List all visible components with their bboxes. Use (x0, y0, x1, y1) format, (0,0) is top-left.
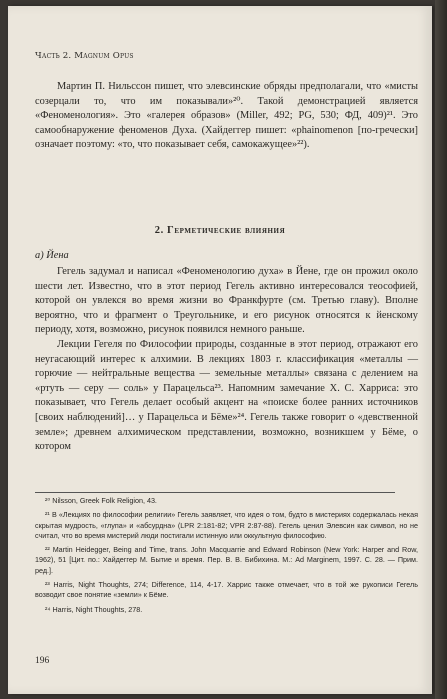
footnote: ²⁴ Harris, Night Thoughts, 278. (45, 604, 143, 614)
body-paragraph: Лекции Гегеля по Философии природы, созданные в этот период, отражают его неугасающий интерес к алхимии. В лекциях 1803 г. классификация «металлы — горючие — нейтральные вещества — земельные металлы» связана с делением на «ртуть — серу — соль» у Парацельса²³. Напомним замечание Х. С. Харриса: это показывает, что Гегель делает особый акцент на «поиске более ранних источников [своих наблюдений]… у Парацельса и Бёме»²⁴. Гегель также говорит о «девственной земле»; древнем алхимическом представлении, возможно, возникшем у Бёме, о котором (35, 338, 418, 453)
page-number: 196 (35, 656, 50, 666)
book-edge (435, 0, 447, 699)
footnote: ²³ Harris, Night Thoughts, 274; Difference, 114, 4-17. Харрис также отмечает, что в той же рукописи Гегель возводит свое понятие «земли» к Бёме. (35, 580, 418, 600)
book-page (8, 6, 432, 694)
footnote: ²⁰ Nilsson, Greek Folk Religion, 43. (45, 496, 157, 505)
section-body (35, 265, 418, 455)
footnote-rule (35, 492, 395, 493)
body-paragraph: Гегель задумал и написал «Феноменологию духа» в Йене, где он прожил около шести лет. Известно, что в этот период Гегель активно интересовался теософией, которой он увлекся во время жизни во Франкфурте (см. Третью главу). Вполне вероятно, что и фрагмент о Треугольнике, и его рисунок относятся к йенскому периоду, хотя, возможно, рисунок появился немного раньше. (35, 266, 418, 336)
footnote: ²¹ В «Лекциях по философии религии» Гегель заявляет, что идея о том, будто в мистериях содержалась некая скрытая мудрость, «глупа» и «абсурдна» (LPR 2:181-82; VPR 2:87-88). Гегель ценил Элевсин как символ, но не считал, что во время мистерий люди постигали истинную или оккультную философию. (35, 510, 418, 540)
running-head: Часть 2. Magnum Opus (35, 51, 134, 61)
intro-text (35, 80, 418, 153)
intro-paragraph: Мартин П. Нильссон пишет, что элевсинские обряды предполагали, что «мисты созерцали то, что им показывали»²⁰. Такой демонстрацией является «Феноменология». Это «галерея образов» (Miller, 492; PG, 530; ФД, 409)²¹. Это самообнаружение феноменов Духа. (Хайдеггер пишет: «phainomenon [по-гречески] означает поэтому: «то, что показывает себя, самокажущее»²²). (35, 81, 418, 151)
section-subheading: а) Йена (35, 250, 69, 261)
footnote: ²² Martin Heidegger, Being and Time, trans. John Macquarrie and Edward Robinson (New York: Harper and Row, 1962), 51 [Цит. по.: Хайдеггер М. Бытие и время. Пер. В. В. Бибихина. М.: Ad Marginem, 1997. С. 28. — Прим. ред.]. (35, 545, 418, 575)
section-heading: 2. Герметические влияния (154, 225, 286, 236)
footnotes (35, 496, 418, 619)
